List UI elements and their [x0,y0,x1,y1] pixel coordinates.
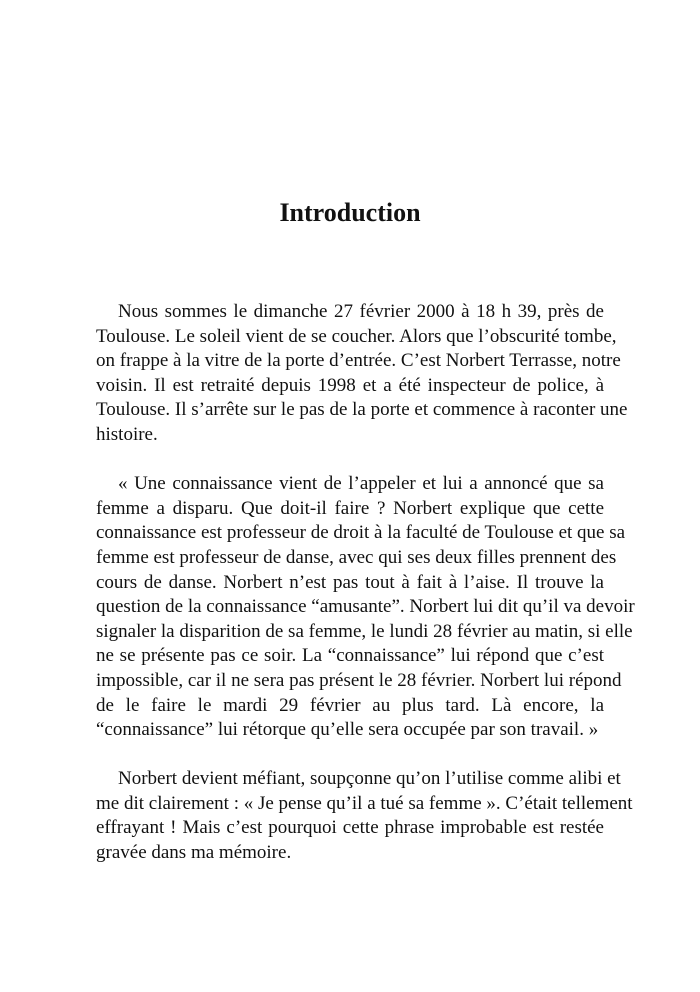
paragraph [96,767,633,865]
text-line: de le faire le mardi 29 février au plus tard. Là encore, la [96,694,604,716]
text-line: gravée dans ma mémoire. [96,842,292,864]
text-line: cours de danse. Norbert n’est pas tout à fait à l’aise. Il trouve la [96,571,604,593]
text-line: voisin. Il est retraité depuis 1998 et a été inspecteur de police, à [96,374,604,396]
text-line: Nous sommes le dimanche 27 février 2000 à 18 h 39, près de [118,301,604,322]
text-line: question de la connaissance “amusante”. Norbert lui dit qu’il va devoir [96,596,635,618]
text-line: on frappe à la vitre de la porte d’entrée. C’est Norbert Terrasse, notre [96,350,621,372]
text-line: Norbert devient méfiant, soupçonne qu’on l’utilise comme alibi et [118,768,621,790]
text-line: femme est professeur de danse, avec qui ses deux filles prennent des [96,546,617,568]
text-line: signaler la disparition de sa femme, le lundi 28 février au matin, si elle [96,620,633,642]
chapter-title: Introduction [279,198,421,227]
text-line: femme a disparu. Que doit-il faire ? Norbert explique que cette [96,497,604,519]
text-line: effrayant ! Mais c’est pourquoi cette phrase improbable est restée [96,817,604,839]
text-line: « Une connaissance vient de l’appeler et lui a annoncé que sa [118,473,604,495]
text-line: me dit clairement : « Je pense qu’il a tué sa femme ». C’était tellement [96,792,633,814]
text-line: Toulouse. Il s’arrête sur le pas de la porte et commence à raconter une [96,399,628,421]
text-line: connaissance est professeur de droit à la faculté de Toulouse et que sa [96,522,626,544]
paragraph [96,472,635,743]
text-line: histoire. [96,423,158,445]
text-line: “connaissance” lui rétorque qu’elle sera occupée par son travail. » [96,719,599,741]
paragraph [96,300,628,448]
chapter-body [96,300,635,890]
text-line: impossible, car il ne sera pas présent le 28 février. Norbert lui répond [96,669,622,691]
text-line: ne se présente pas ce soir. La “connaissance” lui répond que c’est [96,645,604,667]
text-line: Toulouse. Le soleil vient de se coucher. Alors que l’obscurité tombe, [96,325,617,347]
